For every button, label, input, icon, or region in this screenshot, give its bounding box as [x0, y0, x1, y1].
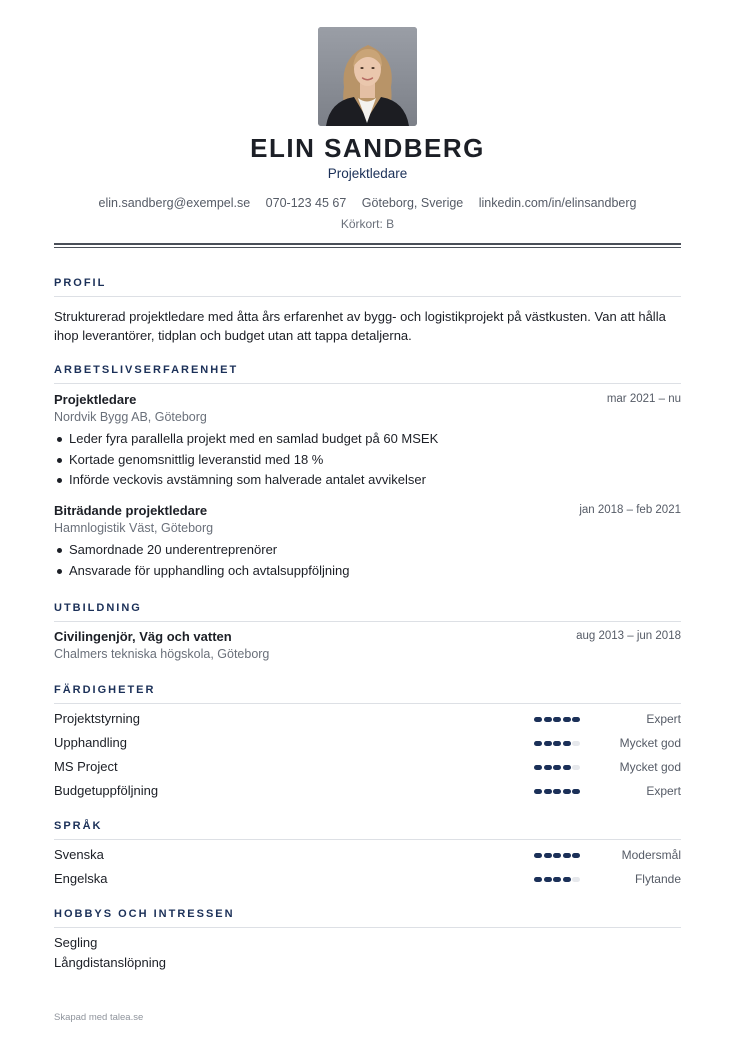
rating-dot-filled: [544, 877, 552, 882]
footer-credit: Skapad med talea.se: [54, 1012, 144, 1023]
job-bullets: [54, 540, 681, 581]
rating-dot-filled: [544, 741, 552, 746]
rating-dot-filled: [553, 789, 561, 794]
contact-line: [0, 196, 735, 210]
language-name: Svenska: [54, 847, 104, 862]
skill-row: [54, 735, 681, 753]
list-item: Kortade genomsnittlig leveranstid med 18 %: [54, 450, 681, 471]
rating-dot-filled: [563, 741, 571, 746]
section-heading-languages: SPRÅK: [54, 820, 681, 840]
language-name: Engelska: [54, 871, 108, 886]
job-company: Hamnlogistik Väst, Göteborg: [54, 521, 214, 535]
list-item: Samordnade 20 underentreprenörer: [54, 540, 681, 561]
skill-row: [54, 783, 681, 801]
rating-dot-filled: [563, 717, 571, 722]
profile-summary: Strukturerad projektledare med åtta års erfarenhet av bygg- och logistikprojekt på västkusten. Van att hålla ihop leverantörer, tidplan och budget utan att tappa detaljerna.: [54, 309, 666, 343]
job-bullets: [54, 429, 681, 491]
rating-dot-filled: [544, 853, 552, 858]
rating-dot-filled: [553, 853, 561, 858]
language-level: Flytande: [634, 872, 681, 886]
job-dates: mar 2021 – nu: [606, 393, 681, 405]
rating-dot-filled: [572, 717, 580, 722]
contact-phone: 070-123 45 67: [265, 196, 347, 210]
section-heading-education: UTBILDNING: [54, 602, 681, 622]
language-level: Modersmål: [621, 848, 681, 862]
list-item: Leder fyra parallella projekt med en samlad budget på 60 MSEK: [54, 429, 681, 450]
rating-dot-filled: [534, 789, 542, 794]
job-company: Nordvik Bygg AB, Göteborg: [54, 410, 207, 424]
skill-name: MS Project: [54, 759, 118, 774]
rating-dot-filled: [553, 717, 561, 722]
drivers-license: Körkort: B: [340, 217, 395, 231]
rating-dot-empty: [572, 877, 580, 882]
section-heading-experience: ARBETSLIVSERFARENHET: [54, 364, 681, 384]
rating-dot-filled: [572, 789, 580, 794]
rating-dot-empty: [572, 741, 580, 746]
header-divider: [54, 243, 681, 248]
skill-level: Mycket god: [619, 760, 681, 774]
skill-level: Mycket god: [619, 736, 681, 750]
language-row: [54, 871, 681, 889]
list-item: Ansvarade för upphandling och avtalsuppföljning: [54, 561, 681, 582]
skill-name: Budgetuppföljning: [54, 783, 159, 798]
list-item: Införde veckovis avstämning som halverade antalet avvikelser: [54, 470, 681, 491]
job-dates: jan 2018 – feb 2021: [579, 504, 681, 516]
skill-level: Expert: [646, 712, 681, 726]
rating-dot-filled: [534, 717, 542, 722]
skill-row: [54, 759, 681, 777]
skill-row: [54, 711, 681, 729]
education-school: Chalmers tekniska högskola, Göteborg: [54, 647, 270, 661]
hobby-item: Långdistanslöpning: [54, 955, 167, 970]
rating-dot-filled: [534, 877, 542, 882]
skill-name: Upphandling: [54, 735, 128, 750]
rating-dot-filled: [572, 853, 580, 858]
section-heading-hobbies: HOBBYS OCH INTRESSEN: [54, 908, 681, 928]
job-header: [54, 392, 681, 410]
candidate-name: ELIN SANDBERG: [250, 133, 485, 163]
rating-dot-filled: [534, 853, 542, 858]
education-dates: aug 2013 – jun 2018: [576, 630, 681, 642]
candidate-title: Projektledare: [327, 166, 408, 181]
contact-email: elin.sandberg@exempel.se: [98, 196, 251, 210]
rating-dot-filled: [544, 717, 552, 722]
rating-dot-filled: [553, 741, 561, 746]
job-role: Projektledare: [54, 392, 137, 407]
skill-name: Projektstyrning: [54, 711, 140, 726]
skill-level: Expert: [646, 784, 681, 798]
rating-dot-filled: [563, 877, 571, 882]
section-heading-profile: PROFIL: [54, 277, 681, 297]
education-header: [54, 629, 681, 647]
rating-dot-filled: [544, 765, 552, 770]
job-header: [54, 503, 681, 521]
rating-dot-filled: [544, 789, 552, 794]
contact-linkedin: linkedin.com/in/elinsandberg: [478, 196, 637, 210]
rating-dot-filled: [534, 741, 542, 746]
rating-dot-empty: [572, 765, 580, 770]
rating-dot-filled: [563, 765, 571, 770]
rating-dot-filled: [534, 765, 542, 770]
education-degree: Civilingenjör, Väg och vatten: [54, 629, 232, 644]
rating-dot-filled: [563, 789, 571, 794]
section-heading-skills: FÄRDIGHETER: [54, 684, 681, 704]
rating-dot-filled: [563, 853, 571, 858]
contact-location: Göteborg, Sverige: [361, 196, 464, 210]
hobby-item: Segling: [54, 935, 98, 950]
rating-dot-filled: [553, 765, 561, 770]
job-role: Biträdande projektledare: [54, 503, 208, 518]
language-row: [54, 847, 681, 865]
rating-dot-filled: [553, 877, 561, 882]
profile-photo: [318, 27, 417, 126]
